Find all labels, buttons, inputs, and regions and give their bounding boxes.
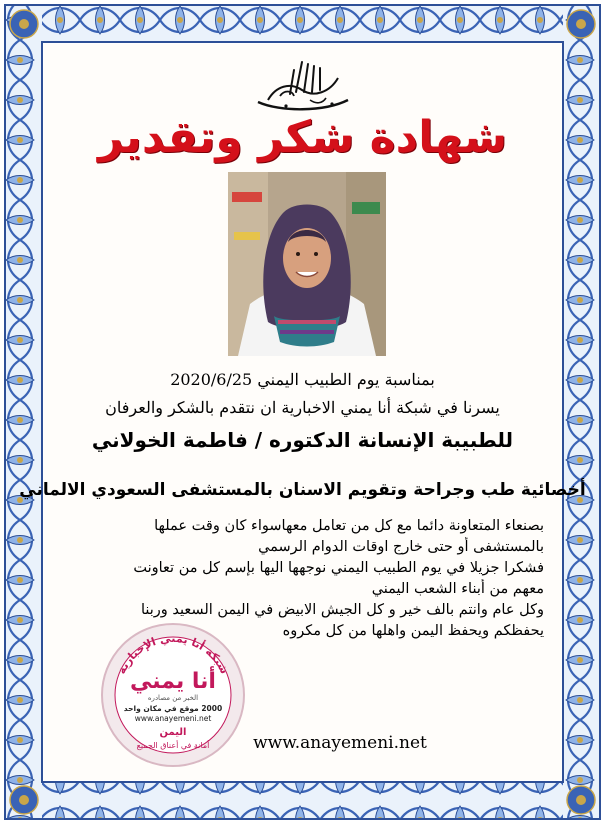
body-line: يحفظكم ويحفظ اليمن واهلها من كل مكروه: [282, 623, 544, 639]
doctor-photo: [228, 172, 386, 356]
specialty-line: أخصائية طب وجراحة وتقويم الاسنان بالمستشفى السعودي الالماني: [19, 480, 586, 500]
logo-country: اليمن: [159, 727, 187, 738]
body-line: فشكرا جزيلا في يوم الطبيب اليمني نوجهها اليها بإسم كل من تعاونت: [133, 560, 544, 576]
anayemeni-logo-seal: [100, 622, 246, 768]
body-line: وكل عام وانتم بالف خير و كل الجيش الابيض في اليمن السعيد وربنا: [140, 602, 544, 618]
logo-motto: أمانة في أعناق الجميع: [136, 741, 210, 750]
logo-arc-text: شبكة أنا يمني الإخبارية: [114, 631, 232, 677]
certificate-title: شهادة شكر وتقدير: [97, 112, 508, 163]
website-url: www.anayemeni.net: [253, 733, 427, 753]
intro-line: يسرنا في شبكة أنا يمني الاخبارية ان نتقدم بالشكر والعرفان: [105, 398, 500, 417]
body-line: بصنعاء المتعاونة دائما مع كل من تعامل معهاسواء كان وقت عملها: [154, 518, 544, 534]
logo-url: www.anayemeni.net: [134, 714, 212, 723]
recipient-name: للطبيبة الإنسانة الدكتوره / فاطمة الخولاني: [91, 428, 514, 452]
body-line: معهم من أبناء الشعب اليمني: [371, 581, 544, 597]
basmala-calligraphy: [250, 56, 354, 114]
logo-tagline: الخبر من مصادره: [147, 694, 199, 702]
occasion-line: بمناسبة يوم الطبيب اليمني 2020/6/25: [170, 370, 435, 389]
logo-brand: أنا يمني: [130, 669, 216, 694]
body-line: بالمستشفى أو حتى خارج اوقات الدوام الرسمي: [258, 539, 544, 555]
logo-count-line: 2000 موقع في مكان واحد: [123, 704, 223, 713]
